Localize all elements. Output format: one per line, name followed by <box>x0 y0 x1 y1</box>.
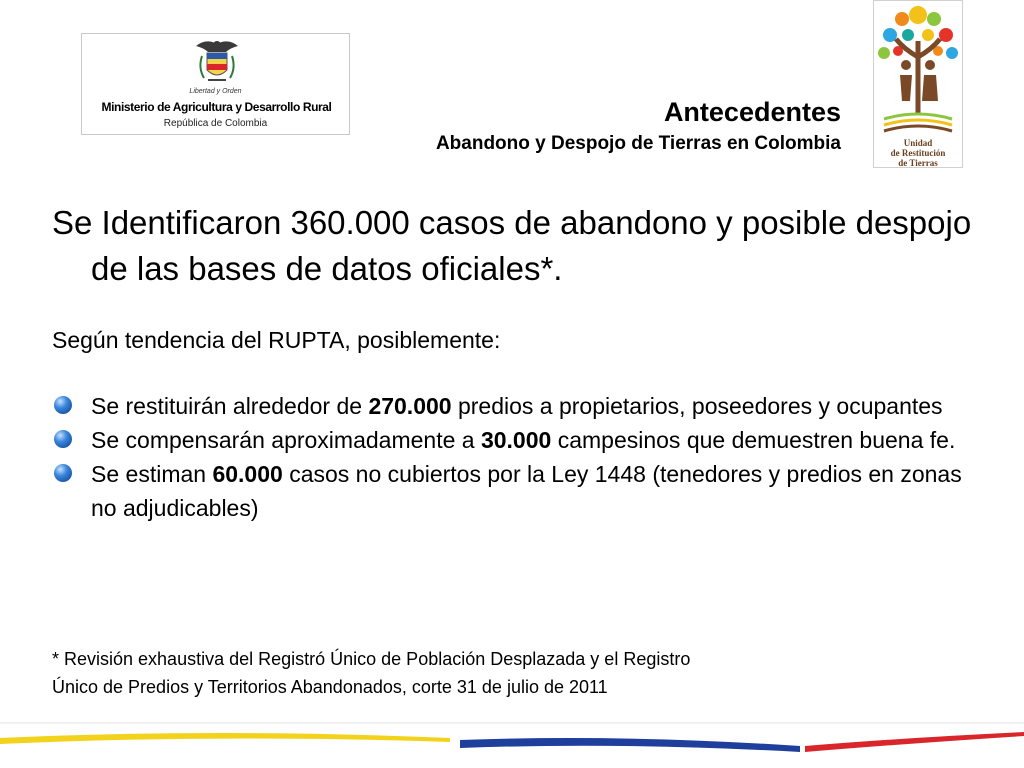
slide-title: Antecedentes <box>663 97 841 127</box>
urt-line1: Unidad <box>903 138 933 148</box>
bullet-icon <box>54 464 72 482</box>
ministry-name: Ministerio de Agricultura y Desarrollo Rural <box>101 100 332 114</box>
bullet-text-after: casos no cubiertos por la Ley 1448 (tenedores y predios en zonas no adjudicables) <box>91 461 962 521</box>
urt-logo <box>873 0 963 168</box>
bullet-text-before: Se estiman <box>91 461 213 487</box>
intro-text: Según tendencia del RUPTA, posiblemente: <box>52 327 501 353</box>
urt-logo-text <box>874 138 962 168</box>
red-stripe <box>805 732 1024 752</box>
bullet-number: 30.000 <box>480 427 552 453</box>
bullet-text-before: Se compensarán aproximadamente a <box>91 427 481 453</box>
ministry-motto: Libertad y Orden <box>189 88 242 95</box>
list-item <box>52 423 962 457</box>
bullet-text-before: Se restituirán alrededor de <box>91 393 369 419</box>
urt-line2: de Restitución <box>890 148 946 158</box>
footnote-line-2: Único de Predios y Territorios Abandonados, corte 31 de julio de 2011 <box>52 677 608 697</box>
tree-of-life-icon <box>874 1 962 137</box>
bullet-number: 270.000 <box>368 393 452 419</box>
title-block <box>436 96 841 156</box>
headline: Se Identificaron 360.000 casos de abandono y posible despojo de las bases de datos oficiales*. <box>52 204 972 287</box>
bullet-text-after: campesinos que demuestren buena fe. <box>551 427 956 453</box>
ministry-logo <box>81 33 350 135</box>
footnote-line-1: * Revisión exhaustiva del Registró Único de Población Desplazada y el Registro <box>52 649 691 669</box>
blue-stripe <box>460 738 800 752</box>
bullet-text-after: predios a propietarios, poseedores y ocupantes <box>451 393 943 419</box>
yellow-stripe <box>0 733 450 744</box>
bullet-icon <box>54 430 72 448</box>
coat-of-arms-icon <box>190 36 244 88</box>
list-item <box>52 457 962 525</box>
flag-stripes <box>0 718 1024 768</box>
urt-line3: de Tierras <box>898 158 938 168</box>
bullet-list <box>52 389 962 525</box>
ministry-country: República de Colombia <box>163 118 268 129</box>
footnote <box>52 645 952 701</box>
list-item <box>52 389 962 423</box>
bullet-number: 60.000 <box>212 461 283 487</box>
slide-subtitle: Abandono y Despojo de Tierras en Colombia <box>435 133 841 154</box>
bullet-icon <box>54 396 72 414</box>
